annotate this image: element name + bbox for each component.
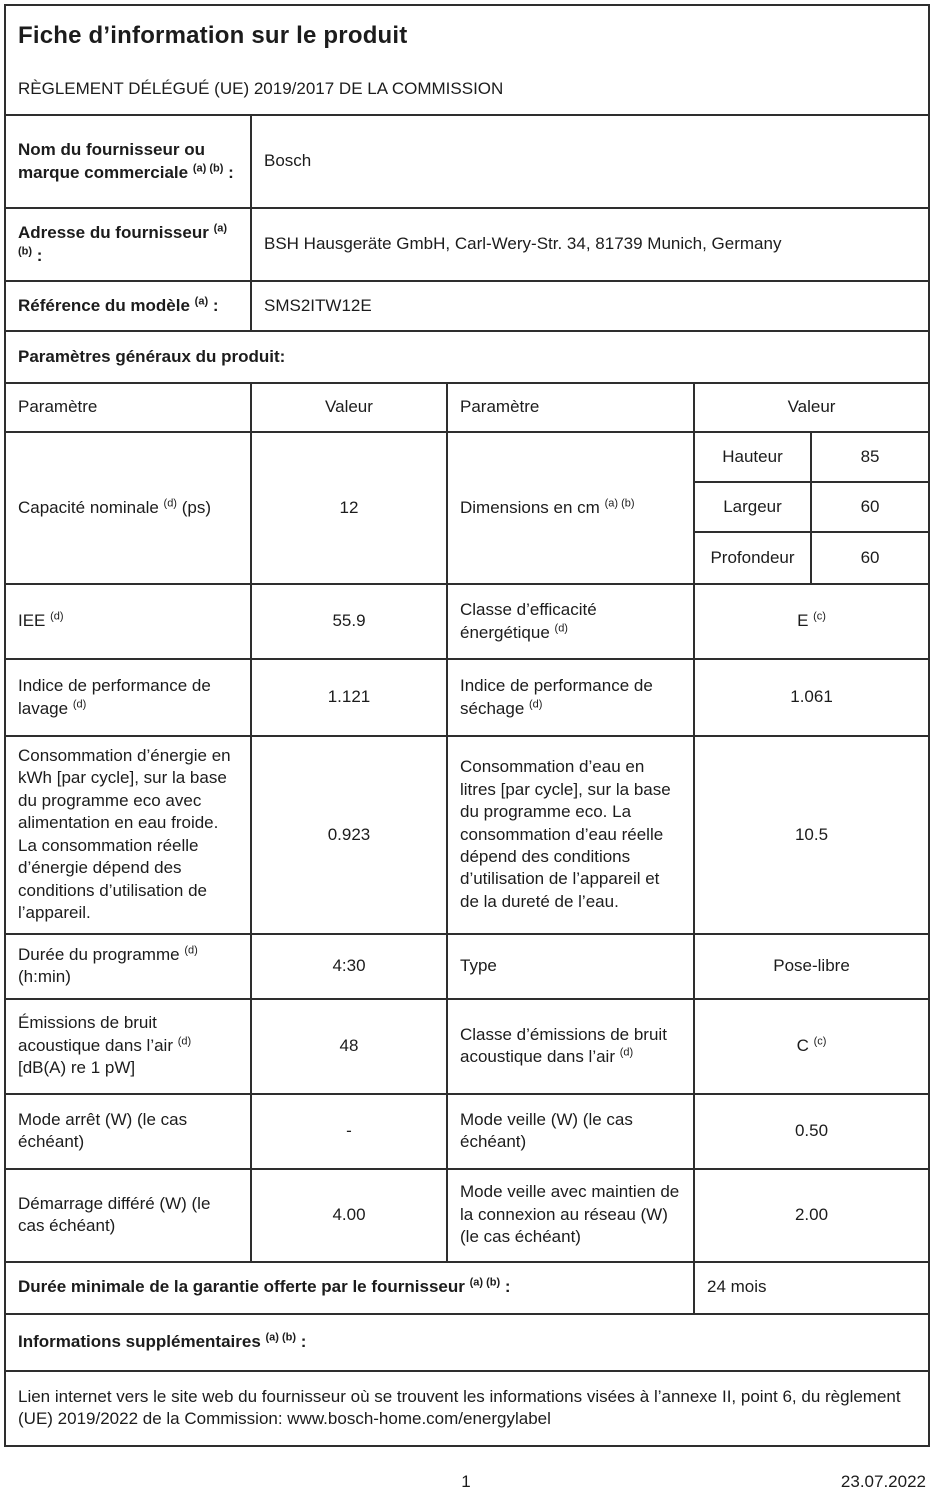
noise-emissions-value: 48 xyxy=(251,999,447,1094)
noise-row xyxy=(5,999,929,1094)
warranty-label: Durée minimale de la garantie offerte par le fournisseur $^{(a) (b)}$ : xyxy=(5,1262,694,1314)
additional-info-label: Informations supplémentaires $^{(a) (b)}$ : xyxy=(5,1314,929,1371)
performance-index-row xyxy=(5,659,929,736)
standby-mode-value: 0.50 xyxy=(694,1094,929,1169)
noise-class-label: Classe d’émissions de bruit acoustique dans l’air $^{(d)}$ xyxy=(447,999,694,1094)
capacity-label: Capacité nominale $^{(d)}$ (ps) xyxy=(5,432,251,584)
noise-emissions-label: Émissions de bruit acoustique dans l’air $^{(d)}$ [dB(A) re 1 pW] xyxy=(5,999,251,1094)
delayed-start-value: 4.00 xyxy=(251,1169,447,1262)
model-reference-value: SMS2ITW12E xyxy=(251,281,929,331)
supplier-name-label: Nom du fournisseur ou marque commerciale $^{(a) (b)}$ : xyxy=(5,115,251,208)
energy-consumption-label: Consommation d’énergie en kWh [par cycle], sur la base du programme eco avec alimentation en eau froide. La consommation réelle d’énergie dépend des conditions d’utilisation de l’appareil. xyxy=(5,736,251,934)
general-parameters-section-row xyxy=(5,331,929,383)
additional-info-row xyxy=(5,1314,929,1371)
dimensions-label: Dimensions en cm $^{(a) (b)}$ xyxy=(447,432,694,584)
dimension-width-label: Largeur xyxy=(694,482,811,532)
energy-class-value: E $^{(c)}$ xyxy=(694,584,929,659)
supplier-link-row xyxy=(5,1371,929,1446)
off-mode-label: Mode arrêt (W) (le cas échéant) xyxy=(5,1094,251,1169)
eei-value: 55.9 xyxy=(251,584,447,659)
supplier-address-row xyxy=(5,208,929,281)
programme-duration-value: 4:30 xyxy=(251,934,447,999)
general-parameters-section-title: Paramètres généraux du produit: xyxy=(5,331,929,383)
energy-class-label: Classe d’efficacité énergétique $^{(d)}$ xyxy=(447,584,694,659)
capacity-value: 12 xyxy=(251,432,447,584)
consumption-row xyxy=(5,736,929,934)
model-reference-label: Référence du modèle $^{(a)}$ : xyxy=(5,281,251,331)
supplier-link-text: Lien internet vers le site web du fournisseur où se trouvent les informations visées à l’annexe II, point 6, du règlement (UE) 2019/2022 de la Commission: www.bosch-home.com/energylabel xyxy=(5,1371,929,1446)
eei-label: IEE $^{(d)}$ xyxy=(5,584,251,659)
supplier-address-value: BSH Hausgeräte GmbH, Carl-Wery-Str. 34, 81739 Munich, Germany xyxy=(251,208,929,281)
drying-index-label: Indice de performance de séchage $^{(d)}$ xyxy=(447,659,694,736)
programme-duration-row xyxy=(5,934,929,999)
type-label: Type xyxy=(447,934,694,999)
dimension-depth-value: 60 xyxy=(811,532,929,584)
page-title: Fiche d’information sur le produit xyxy=(18,21,408,49)
off-standby-row xyxy=(5,1094,929,1169)
column-header-parameter-right: Paramètre xyxy=(447,383,694,432)
product-fiche-table xyxy=(4,4,930,1447)
energy-consumption-value: 0.923 xyxy=(251,736,447,934)
type-value: Pose-libre xyxy=(694,934,929,999)
document-date: 23.07.2022 xyxy=(840,1472,926,1491)
water-consumption-value: 10.5 xyxy=(694,736,929,934)
model-reference-row xyxy=(5,281,929,331)
programme-duration-label: Durée du programme $^{(d)}$ (h:min) xyxy=(5,934,251,999)
title-cell xyxy=(5,5,929,115)
drying-index-value: 1.061 xyxy=(694,659,929,736)
networked-standby-value: 2.00 xyxy=(694,1169,929,1262)
off-mode-value: - xyxy=(251,1094,447,1169)
networked-standby-label: Mode veille avec maintien de la connexion au réseau (W) (le cas échéant) xyxy=(447,1169,694,1262)
dimension-height-value: 85 xyxy=(811,432,929,482)
warranty-value: 24 mois xyxy=(694,1262,929,1314)
supplier-name-value: Bosch xyxy=(251,115,929,208)
cleaning-index-value: 1.121 xyxy=(251,659,447,736)
column-header-parameter-left: Paramètre xyxy=(5,383,251,432)
column-header-value-left: Valeur xyxy=(251,383,447,432)
dimension-height-label: Hauteur xyxy=(694,432,811,482)
capacity-dimensions-row xyxy=(5,432,929,482)
dimension-depth-label: Profondeur xyxy=(694,532,811,584)
column-header-value-right: Valeur xyxy=(694,383,929,432)
noise-class-value: C $^{(c)}$ xyxy=(694,999,929,1094)
standby-mode-label: Mode veille (W) (le cas échéant) xyxy=(447,1094,694,1169)
page-number: 1 xyxy=(461,1472,471,1491)
dimension-width-value: 60 xyxy=(811,482,929,532)
eei-row xyxy=(5,584,929,659)
delayed-start-label: Démarrage différé (W) (le cas échéant) xyxy=(5,1169,251,1262)
page-footer xyxy=(0,1472,932,1494)
regulation-subtitle: RÈGLEMENT DÉLÉGUÉ (UE) 2019/2017 DE LA COMMISSION xyxy=(18,78,504,98)
warranty-row xyxy=(5,1262,929,1314)
water-consumption-label: Consommation d’eau en litres [par cycle], sur la base du programme eco. La consommation d’eau réelle dépend des conditions d’utilisation de l’appareil et de la dureté de l’eau. xyxy=(447,736,694,934)
cleaning-index-label: Indice de performance de lavage $^{(d)}$ xyxy=(5,659,251,736)
supplier-address-label: Adresse du fournisseur $^{(a) (b)}$ : xyxy=(5,208,251,281)
supplier-name-row xyxy=(5,115,929,208)
delay-network-row xyxy=(5,1169,929,1262)
table-header-row xyxy=(5,383,929,432)
